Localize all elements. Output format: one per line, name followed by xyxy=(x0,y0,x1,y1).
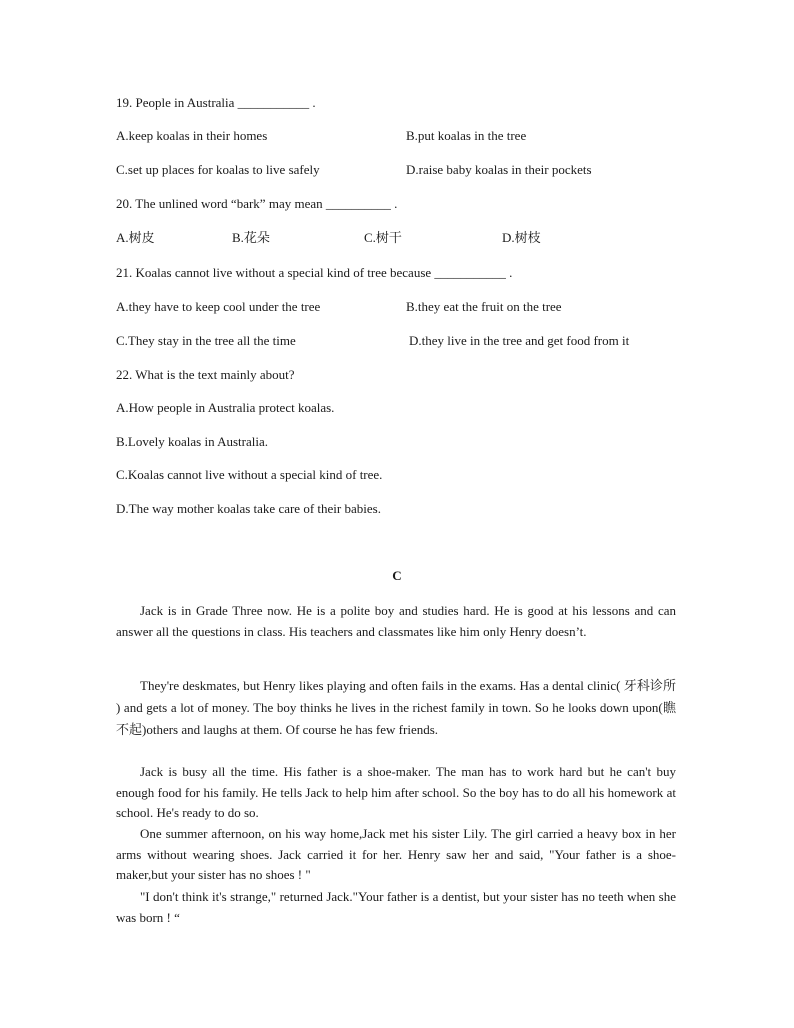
question-19-stem: 19. People in Australia ___________ . xyxy=(116,95,316,110)
q21-option-a: A.they have to keep cool under the tree xyxy=(116,299,321,314)
paragraph-text: One summer afternoon, on his way home,Jack met his sister Lily. The girl carried a heavy box in her arms without wearing shoes. Jack carried it for her. Henry saw her and said, "Your father is a shoe-maker,but your sister has no shoes ! " xyxy=(116,826,676,882)
paragraph-text: Jack is in Grade Three now. He is a polite boy and studies hard. He is good at his lessons and can answer all the questions in class. His teachers and classmates like him only Henry doesn’t. xyxy=(116,603,676,639)
passage-paragraph-3 xyxy=(116,762,676,824)
section-c-heading: C xyxy=(392,568,402,583)
passage-paragraph-1 xyxy=(116,600,676,642)
q22-option-b: B.Lovely koalas in Australia. xyxy=(116,434,269,449)
q22-option-d: D.The way mother koalas take care of their babies. xyxy=(116,501,381,516)
paragraph-text: Jack is busy all the time. His father is a shoe-maker. The man has to work hard but he can't buy enough food for his family. He tells Jack to help him after school. So the boy has to do all his homework at school. He's ready to do so. xyxy=(116,764,676,820)
q22-option-c: C.Koalas cannot live without a special kind of tree. xyxy=(116,467,383,482)
question-21-stem: 21. Koalas cannot live without a special kind of tree because ___________ . xyxy=(116,265,513,280)
q20-option-d: D.树枝 xyxy=(502,230,541,245)
q21-option-b: B.they eat the fruit on the tree xyxy=(406,299,562,314)
paragraph-text: They're deskmates, but Henry likes playing and often fails in the exams. Has a dental clinic( 牙科诊所 ) and gets a lot of money. The boy thinks he lives in the richest family in town. So he looks down upon(瞧不起)others and laughs at them. Of course he has few friends. xyxy=(116,678,676,737)
q20-option-a: A.树皮 xyxy=(116,230,155,245)
q21-option-d: D.they live in the tree and get food from it xyxy=(409,333,630,348)
q20-option-c: C.树干 xyxy=(364,230,402,245)
question-22-stem: 22. What is the text mainly about? xyxy=(116,367,295,382)
q19-option-c: C.set up places for koalas to live safely xyxy=(116,162,320,177)
passage-paragraph-2 xyxy=(116,675,676,741)
q21-option-c: C.They stay in the tree all the time xyxy=(116,333,296,348)
question-20-stem: 20. The unlined word “bark” may mean __________ . xyxy=(116,196,398,211)
passage-paragraph-5 xyxy=(116,886,676,928)
paragraph-text: "I don't think it's strange," returned Jack."Your father is a dentist, but your sister has no teeth when she was born ! “ xyxy=(116,889,676,925)
q19-option-b: B.put koalas in the tree xyxy=(406,128,527,143)
passage-paragraph-4 xyxy=(116,824,676,886)
q20-option-b: B.花朵 xyxy=(232,230,270,245)
q19-option-a: A.keep koalas in their homes xyxy=(116,128,268,143)
q19-option-d: D.raise baby koalas in their pockets xyxy=(406,162,592,177)
q22-option-a: A.How people in Australia protect koalas. xyxy=(116,400,335,415)
